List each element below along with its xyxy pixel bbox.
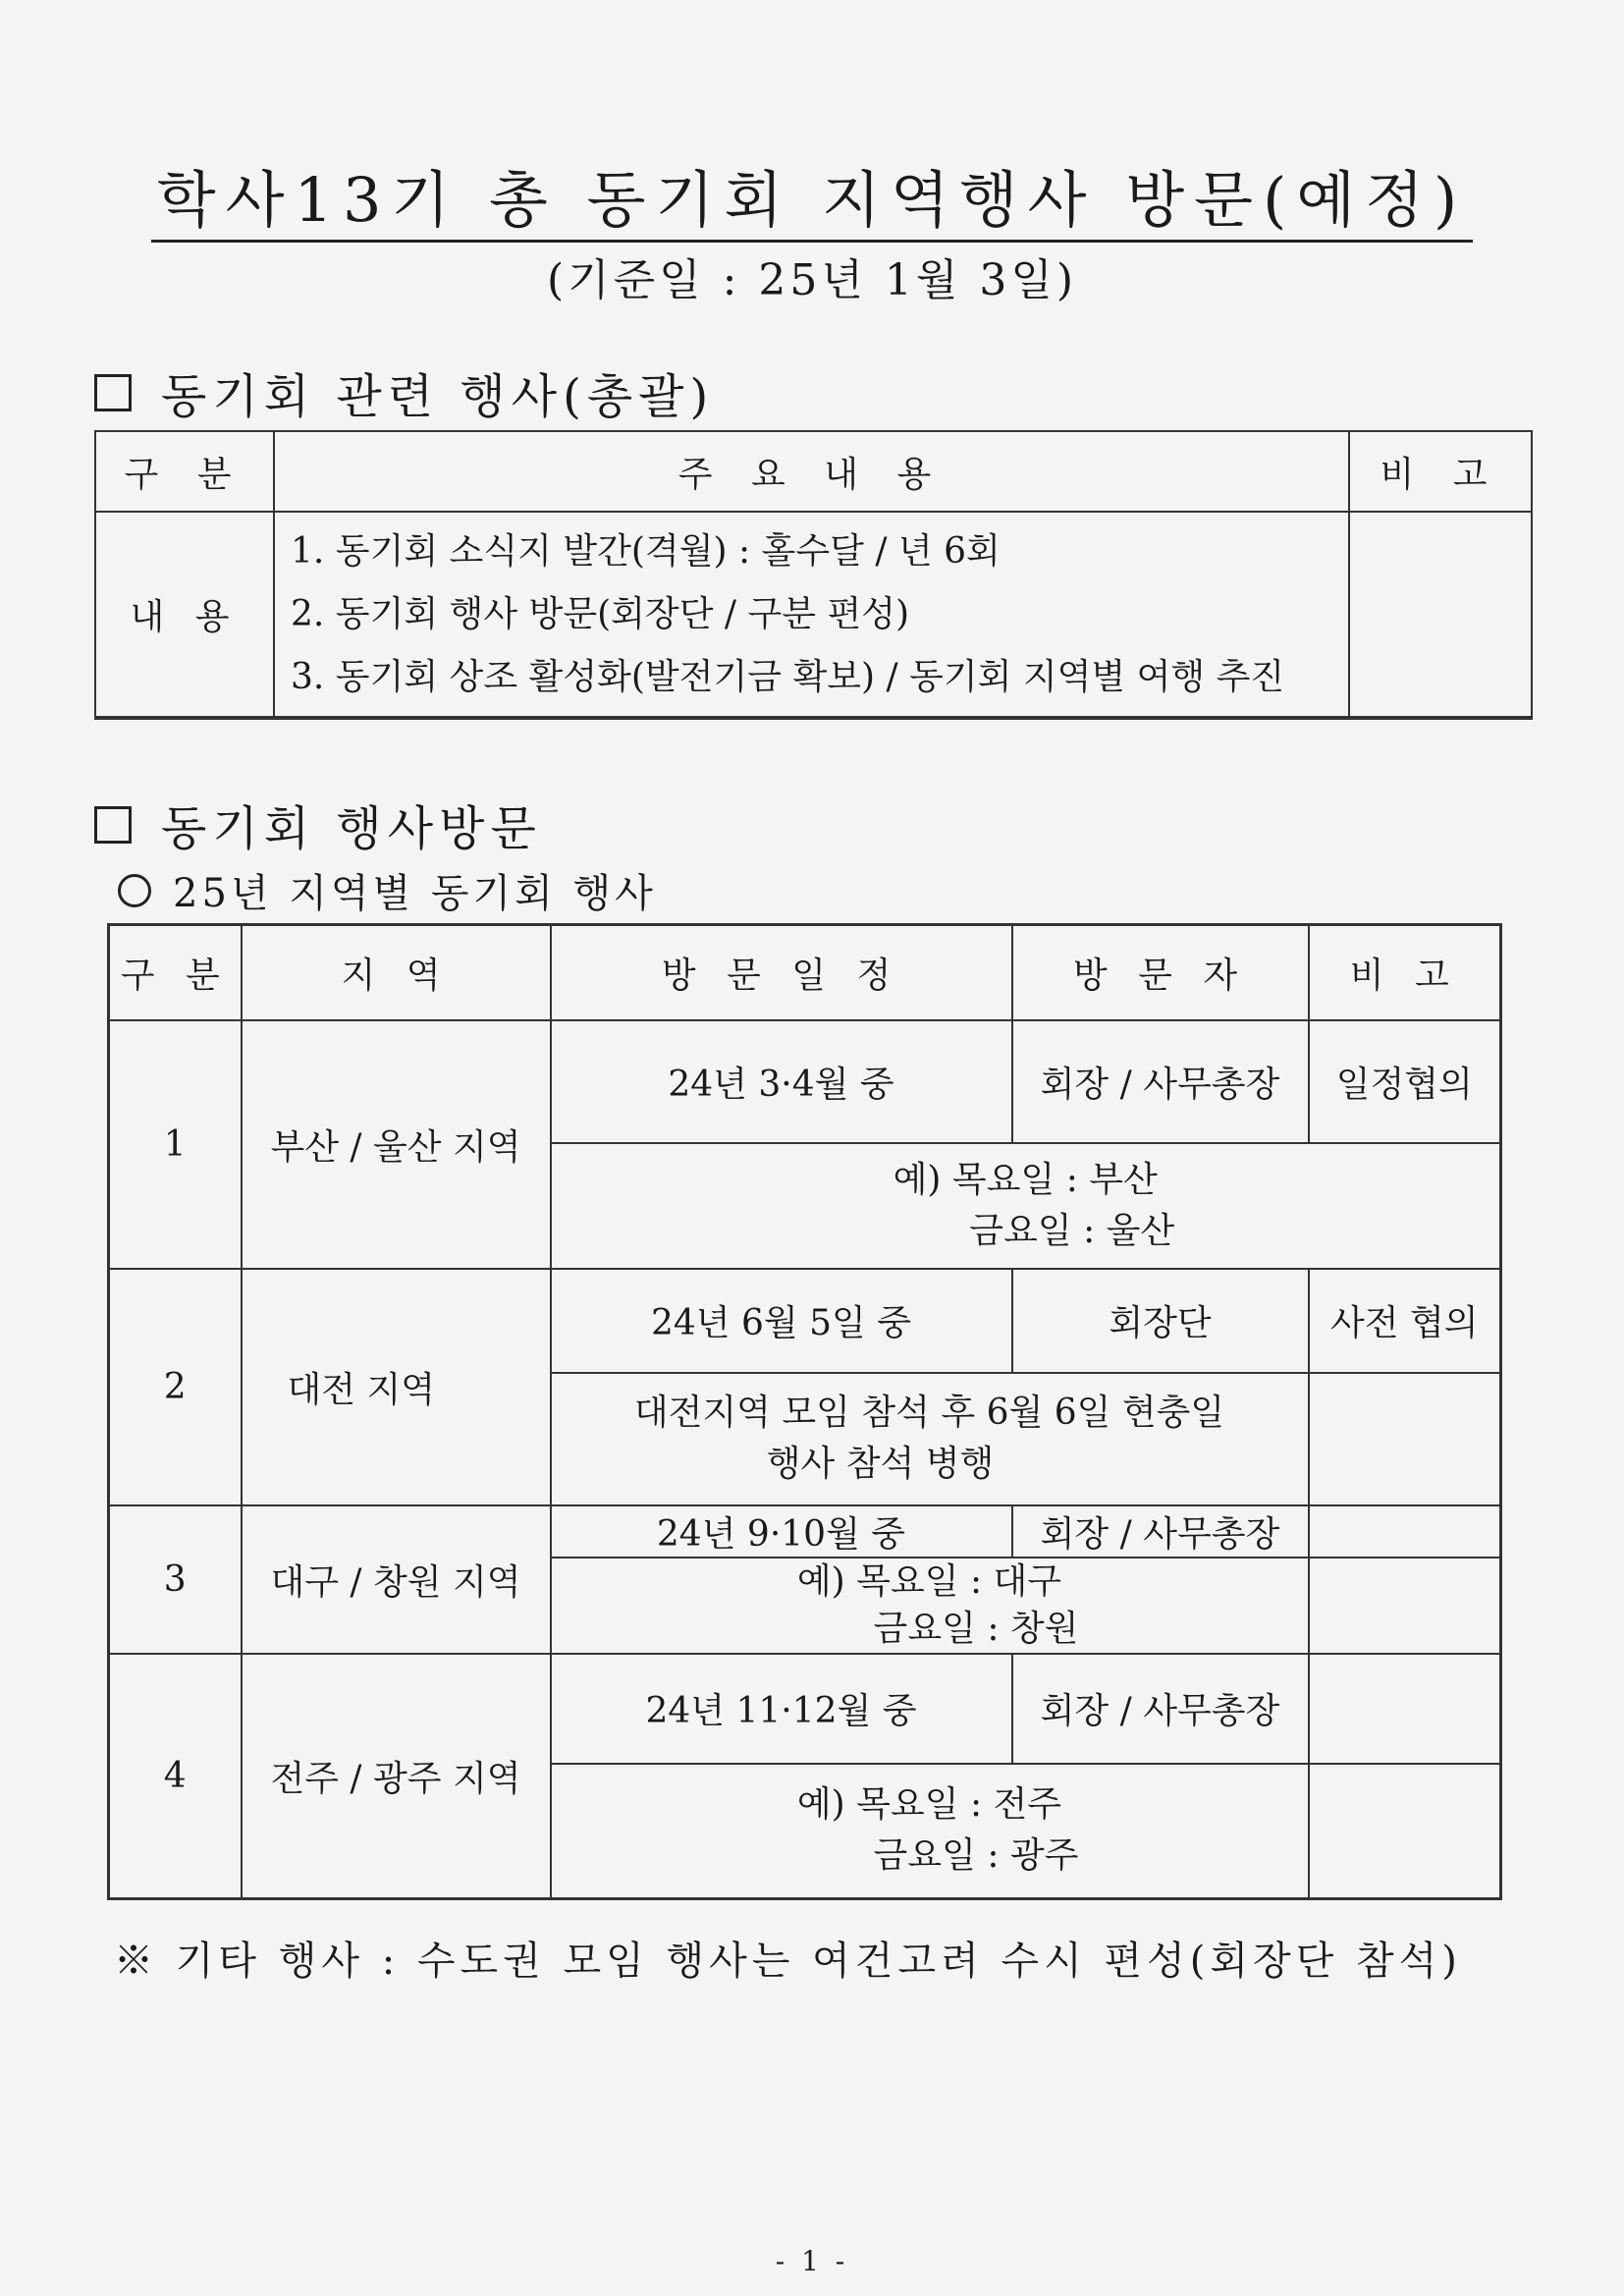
row-schedule: 24년 11·12월 중 xyxy=(551,1654,1012,1764)
document-subtitle: (기준일 : 25년 1월 3일) xyxy=(546,255,1078,306)
detail-line: 금요일 : 울산 xyxy=(969,1210,1175,1251)
row-visitor: 회장단 xyxy=(1012,1269,1309,1373)
circle-bullet-icon xyxy=(118,874,151,907)
section2-subheading-text: 25년 지역별 동기회 행사 xyxy=(173,871,657,916)
content-items xyxy=(274,512,1349,718)
detail-line: 행사 참석 병행 xyxy=(766,1444,995,1484)
detail-line: 예) 목요일 : 전주 xyxy=(796,1784,1062,1826)
row-detail xyxy=(551,1373,1309,1505)
row-number: 4 xyxy=(109,1654,242,1899)
section1-heading xyxy=(94,358,714,426)
header-no: 구 분 xyxy=(109,925,242,1020)
detail-line: 예) 목요일 : 대구 xyxy=(796,1560,1062,1602)
remarks-cell xyxy=(1349,512,1532,718)
header-remarks: 비 고 xyxy=(1309,925,1501,1020)
row-visitor: 회장 / 사무총장 xyxy=(1012,1505,1309,1558)
row-detail xyxy=(551,1764,1309,1899)
header-region: 지 역 xyxy=(242,925,551,1020)
detail-line: 금요일 : 창원 xyxy=(873,1608,1079,1649)
row-remarks: 사전 협의 xyxy=(1309,1269,1501,1373)
detail-line: 대전지역 모임 참석 후 6월 6일 현충일 xyxy=(633,1393,1225,1433)
header-visitor: 방 문 자 xyxy=(1012,925,1309,1020)
row-remarks xyxy=(1309,1654,1501,1764)
header-remarks: 비 고 xyxy=(1349,431,1532,512)
list-item: 2. 동기회 행사 방문(회장단 / 구분 편성) xyxy=(291,593,910,634)
detail-line: 예) 목요일 : 부산 xyxy=(893,1159,1158,1200)
summary-table xyxy=(94,430,1533,720)
row-label: 내 용 xyxy=(95,512,274,718)
row-detail xyxy=(551,1143,1501,1269)
row-schedule: 24년 3·4월 중 xyxy=(551,1020,1012,1143)
footer-note: ※ 기타 행사 : 수도권 모임 행사는 여건고려 수시 편성(회장단 참석) xyxy=(114,1939,1462,1984)
row-schedule: 24년 9·10월 중 xyxy=(551,1505,1012,1558)
section1-heading-text: 동기회 관련 행사(총괄) xyxy=(161,369,715,424)
document-title: 학사13기 총 동기회 지역행사 방문(예정) xyxy=(151,167,1473,243)
row-visitor: 회장 / 사무총장 xyxy=(1012,1654,1309,1764)
detail-line: 금요일 : 광주 xyxy=(873,1835,1079,1877)
row-region: 부산 / 울산 지역 xyxy=(242,1020,551,1269)
row-remarks xyxy=(1309,1505,1501,1558)
row-number: 3 xyxy=(109,1505,242,1654)
row-visitor: 회장 / 사무총장 xyxy=(1012,1020,1309,1143)
checkbox-icon xyxy=(94,806,132,844)
row-region: 대전 지역 xyxy=(242,1269,551,1505)
row-remarks: 일정협의 xyxy=(1309,1020,1501,1143)
row-number: 1 xyxy=(109,1020,242,1269)
document-title-block xyxy=(0,164,1624,307)
list-item: 1. 동기회 소식지 발간(격월) : 홀수달 / 년 6회 xyxy=(291,530,1001,572)
checkbox-icon xyxy=(94,374,132,411)
header-schedule: 방 문 일 정 xyxy=(551,925,1012,1020)
row-region: 전주 / 광주 지역 xyxy=(242,1654,551,1899)
row-remarks-empty xyxy=(1309,1558,1501,1654)
section2-subheading xyxy=(118,862,657,918)
table-row xyxy=(109,1020,1501,1143)
list-item: 3. 동기회 상조 활성화(발전기금 확보) / 동기회 지역별 여행 추진 xyxy=(291,656,1285,697)
row-remarks-empty xyxy=(1309,1764,1501,1899)
row-detail xyxy=(551,1558,1309,1654)
section2-heading-text: 동기회 행사방문 xyxy=(161,801,542,856)
regional-visit-table xyxy=(107,923,1502,1900)
table-row xyxy=(109,1654,1501,1764)
row-remarks-empty xyxy=(1309,1373,1501,1505)
row-number: 2 xyxy=(109,1269,242,1505)
page-number: - 1 - xyxy=(775,2245,849,2277)
row-region: 대구 / 창원 지역 xyxy=(242,1505,551,1654)
table-row xyxy=(109,1505,1501,1558)
header-main-content: 주 요 내 용 xyxy=(274,431,1349,512)
row-schedule: 24년 6월 5일 중 xyxy=(551,1269,1012,1373)
section2-heading xyxy=(94,791,542,858)
header-category: 구 분 xyxy=(95,431,274,512)
table-row xyxy=(109,1269,1501,1373)
